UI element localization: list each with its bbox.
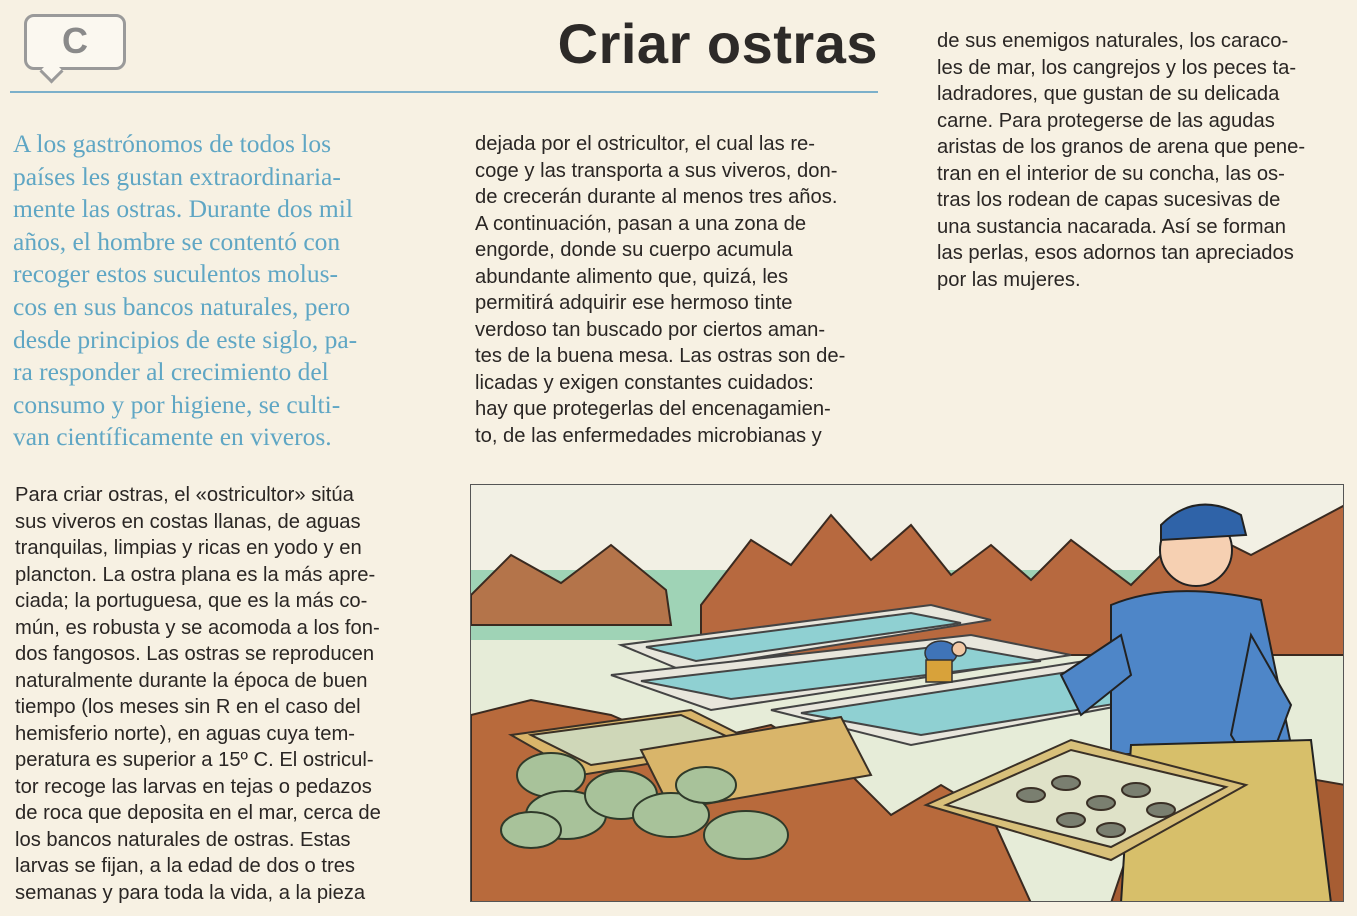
section-letter: C — [62, 20, 88, 61]
section-badge — [24, 14, 126, 70]
body-column-2: dejada por el ostricultor, el cual las re- coge y las transporta a sus viveros, don- de crecerán durante al menos tres años. A continuación, pasan a una zona de engorde, donde su cuerpo acumula abundante alimento que, quizá, les permitirá adquirir ese hermoso tinte verdoso tan buscado por ciertos aman- tes de la buena mesa. Las ostras son de- licadas y exigen constantes cuidados: hay que protegerlas del encenagamien- to, de las enfermedades microbianas y — [475, 133, 846, 447]
oyster-farm-illustration — [470, 484, 1344, 902]
lead-paragraph: A los gastrónomos de todos los países les gustan extraordinaria- mente las ostras. Durante dos mil años, el hombre se contentó con recoger estos suculentos molus- cos en sus bancos naturales, pero desde principios de este siglo, pa- ra responder al crecimiento del consumo y por higiene, se culti- van científicamente en viveros. — [13, 129, 358, 452]
body-column-1: Para criar ostras, el «ostricultor» sitúa sus viveros en costas llanas, de aguas tranquilas, limpias y ricas en yodo y en plancton. La ostra plana es la más apre- ciada; la portuguesa, que es la más co- mún, es robusta y se acomoda a los fon- dos fangosos. Las ostras se reproducen naturalmente durante la época de buen tiempo (los meses sin R en el caso del hemisferio norte), en aguas cuya tem- peratura es superior a 15º C. El ostricul- tor recoge las larvas en tejas o pedazos de roca que deposita en el mar, cerca de los bancos naturales de ostras. Estas larvas se fijan, a la edad de dos o tres semanas y para toda la vida, a la pieza — [15, 484, 381, 904]
title-rule — [10, 91, 878, 93]
page-title: Criar ostras — [557, 12, 878, 75]
body-column-3: de sus enemigos naturales, los caraco- les de mar, los cangrejos y los peces ta- ladradores, que gustan de su delicada carne. Para protegerse de las agudas aristas de los granos de arena que pene- tran en el interior de su concha, las os- tras los rodean de capas sucesivas de una sustancia nacarada. Así se forman las perlas, esos adornos tan apreciados por las mujeres. — [937, 30, 1306, 291]
